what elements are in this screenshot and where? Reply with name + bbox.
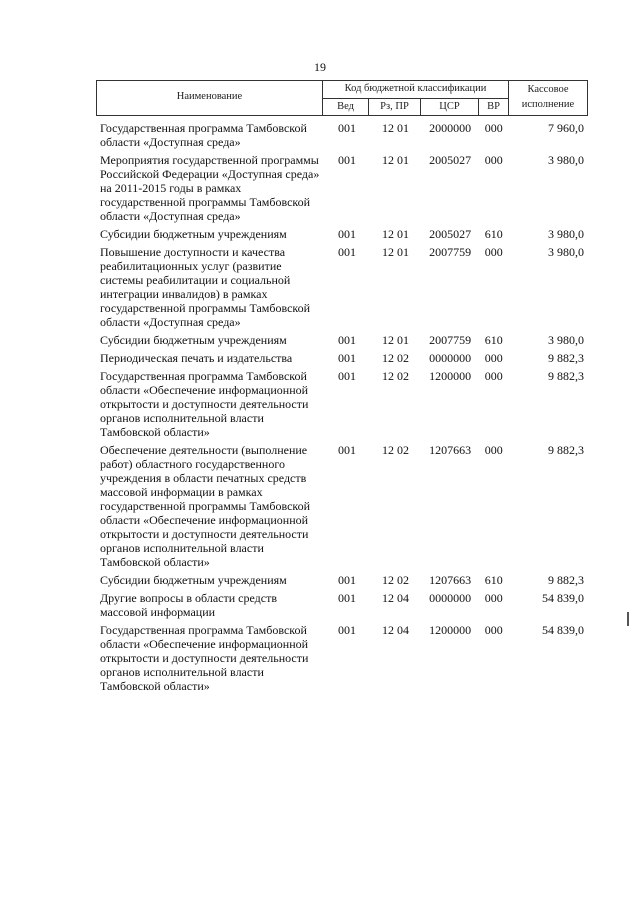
row-amount: 3 980,0 — [548, 333, 584, 347]
row-name: Государственная программа Тамбовской области «Обеспечение информационной открытости и доступности деятельности органов исполнительной власти Тамбовской области» — [100, 623, 309, 693]
header-rz-pr: Рз, ПР — [380, 101, 409, 112]
page-number: 19 — [314, 60, 326, 74]
row-vr: 610 — [484, 227, 503, 241]
row-name: Государственная программа Тамбовской области «Доступная среда» — [100, 121, 307, 149]
row-rz-pr: 12 01 — [382, 227, 410, 241]
row-rz-pr: 12 04 — [382, 623, 410, 637]
table-row — [96, 351, 588, 365]
row-vr: 000 — [484, 443, 503, 457]
row-ved: 001 — [337, 573, 356, 587]
row-amount: 54 839,0 — [542, 623, 584, 637]
row-ved: 001 — [337, 227, 356, 241]
row-vr: 000 — [484, 369, 503, 383]
row-ved: 001 — [337, 591, 356, 605]
row-ved: 001 — [337, 333, 356, 347]
row-amount: 54 839,0 — [542, 591, 584, 605]
row-name: Мероприятия государственной программы Российской Федерации «Доступная среда» на 2011-2015 годы в рамках государственной программы Тамбовской области «Доступная среда» — [100, 153, 320, 223]
header-vr: ВР — [487, 101, 500, 112]
row-vr: 610 — [484, 333, 503, 347]
row-csr: 0000000 — [429, 351, 472, 365]
row-csr: 1200000 — [429, 623, 472, 637]
header-name: Наименование — [176, 91, 243, 102]
row-ved: 001 — [337, 351, 356, 365]
row-amount: 7 960,0 — [548, 121, 584, 135]
row-vr: 000 — [484, 121, 503, 135]
row-csr: 2005027 — [429, 227, 472, 241]
row-ved: 001 — [337, 443, 356, 457]
row-csr: 2000000 — [429, 121, 472, 135]
row-name: Субсидии бюджетным учреждениям — [100, 333, 287, 347]
table-body — [96, 121, 588, 697]
row-vr: 000 — [484, 245, 503, 259]
table-row — [96, 121, 588, 149]
row-rz-pr: 12 02 — [382, 443, 410, 457]
row-csr: 2007759 — [429, 333, 472, 347]
row-ved: 001 — [337, 623, 356, 637]
row-ved: 001 — [337, 245, 356, 259]
table-row — [96, 573, 588, 587]
row-rz-pr: 12 01 — [382, 245, 410, 259]
row-vr: 000 — [484, 591, 503, 605]
scan-mark — [627, 612, 629, 626]
table-row — [96, 245, 588, 329]
row-csr: 1200000 — [429, 369, 472, 383]
table-row — [96, 153, 588, 223]
row-amount: 9 882,3 — [548, 369, 584, 383]
header-ved: Вед — [337, 101, 354, 112]
table-row — [96, 369, 588, 439]
row-amount: 9 882,3 — [548, 573, 584, 587]
row-name: Другие вопросы в области средств массовой информации — [100, 591, 278, 619]
row-name: Субсидии бюджетным учреждениям — [100, 227, 287, 241]
row-rz-pr: 12 04 — [382, 591, 410, 605]
row-amount: 9 882,3 — [548, 443, 584, 457]
row-vr: 000 — [484, 351, 503, 365]
row-name: Периодическая печать и издательства — [100, 351, 293, 365]
row-rz-pr: 12 01 — [382, 121, 410, 135]
row-amount: 3 980,0 — [548, 153, 584, 167]
row-csr: 2005027 — [429, 153, 472, 167]
row-rz-pr: 12 01 — [382, 153, 410, 167]
row-name: Государственная программа Тамбовской области «Обеспечение информационной открытости и доступности деятельности органов исполнительной власти Тамбовской области» — [100, 369, 309, 439]
header-csr: ЦСР — [439, 101, 460, 112]
row-rz-pr: 12 02 — [382, 351, 410, 365]
row-name: Повышение доступности и качества реабилитационных услуг (развитие системы реабилитации и социальной интеграции инвалидов) в рамках государственной программы Тамбовской области «Доступная среда» — [100, 245, 311, 329]
row-rz-pr: 12 02 — [382, 369, 410, 383]
row-ved: 001 — [337, 369, 356, 383]
table-header — [96, 80, 588, 116]
row-vr: 610 — [484, 573, 503, 587]
row-ved: 001 — [337, 121, 356, 135]
header-code-group: Код бюджетной классификации — [344, 83, 487, 94]
table-row — [96, 623, 588, 693]
row-csr: 0000000 — [429, 591, 472, 605]
row-rz-pr: 12 02 — [382, 573, 410, 587]
row-csr: 2007759 — [429, 245, 472, 259]
row-csr: 1207663 — [429, 573, 472, 587]
header-amount-line1: Кассовое — [527, 84, 569, 95]
table-row — [96, 591, 588, 619]
row-amount: 9 882,3 — [548, 351, 584, 365]
row-vr: 000 — [484, 623, 503, 637]
row-rz-pr: 12 01 — [382, 333, 410, 347]
header-amount-line2: исполнение — [521, 99, 575, 110]
row-name: Обеспечение деятельности (выполнение работ) областного государственного учреждения в области печатных средств массовой информации в рамках государственной программы Тамбовской области «Обеспечение информационной открытости и доступности деятельности органов исполнительной власти Тамбовской области» — [100, 443, 311, 569]
row-ved: 001 — [337, 153, 356, 167]
table-row — [96, 333, 588, 347]
row-name: Субсидии бюджетным учреждениям — [100, 573, 287, 587]
table-row — [96, 443, 588, 569]
row-amount: 3 980,0 — [548, 245, 584, 259]
row-csr: 1207663 — [429, 443, 472, 457]
row-vr: 000 — [484, 153, 503, 167]
row-amount: 3 980,0 — [548, 227, 584, 241]
table-row — [96, 227, 588, 241]
